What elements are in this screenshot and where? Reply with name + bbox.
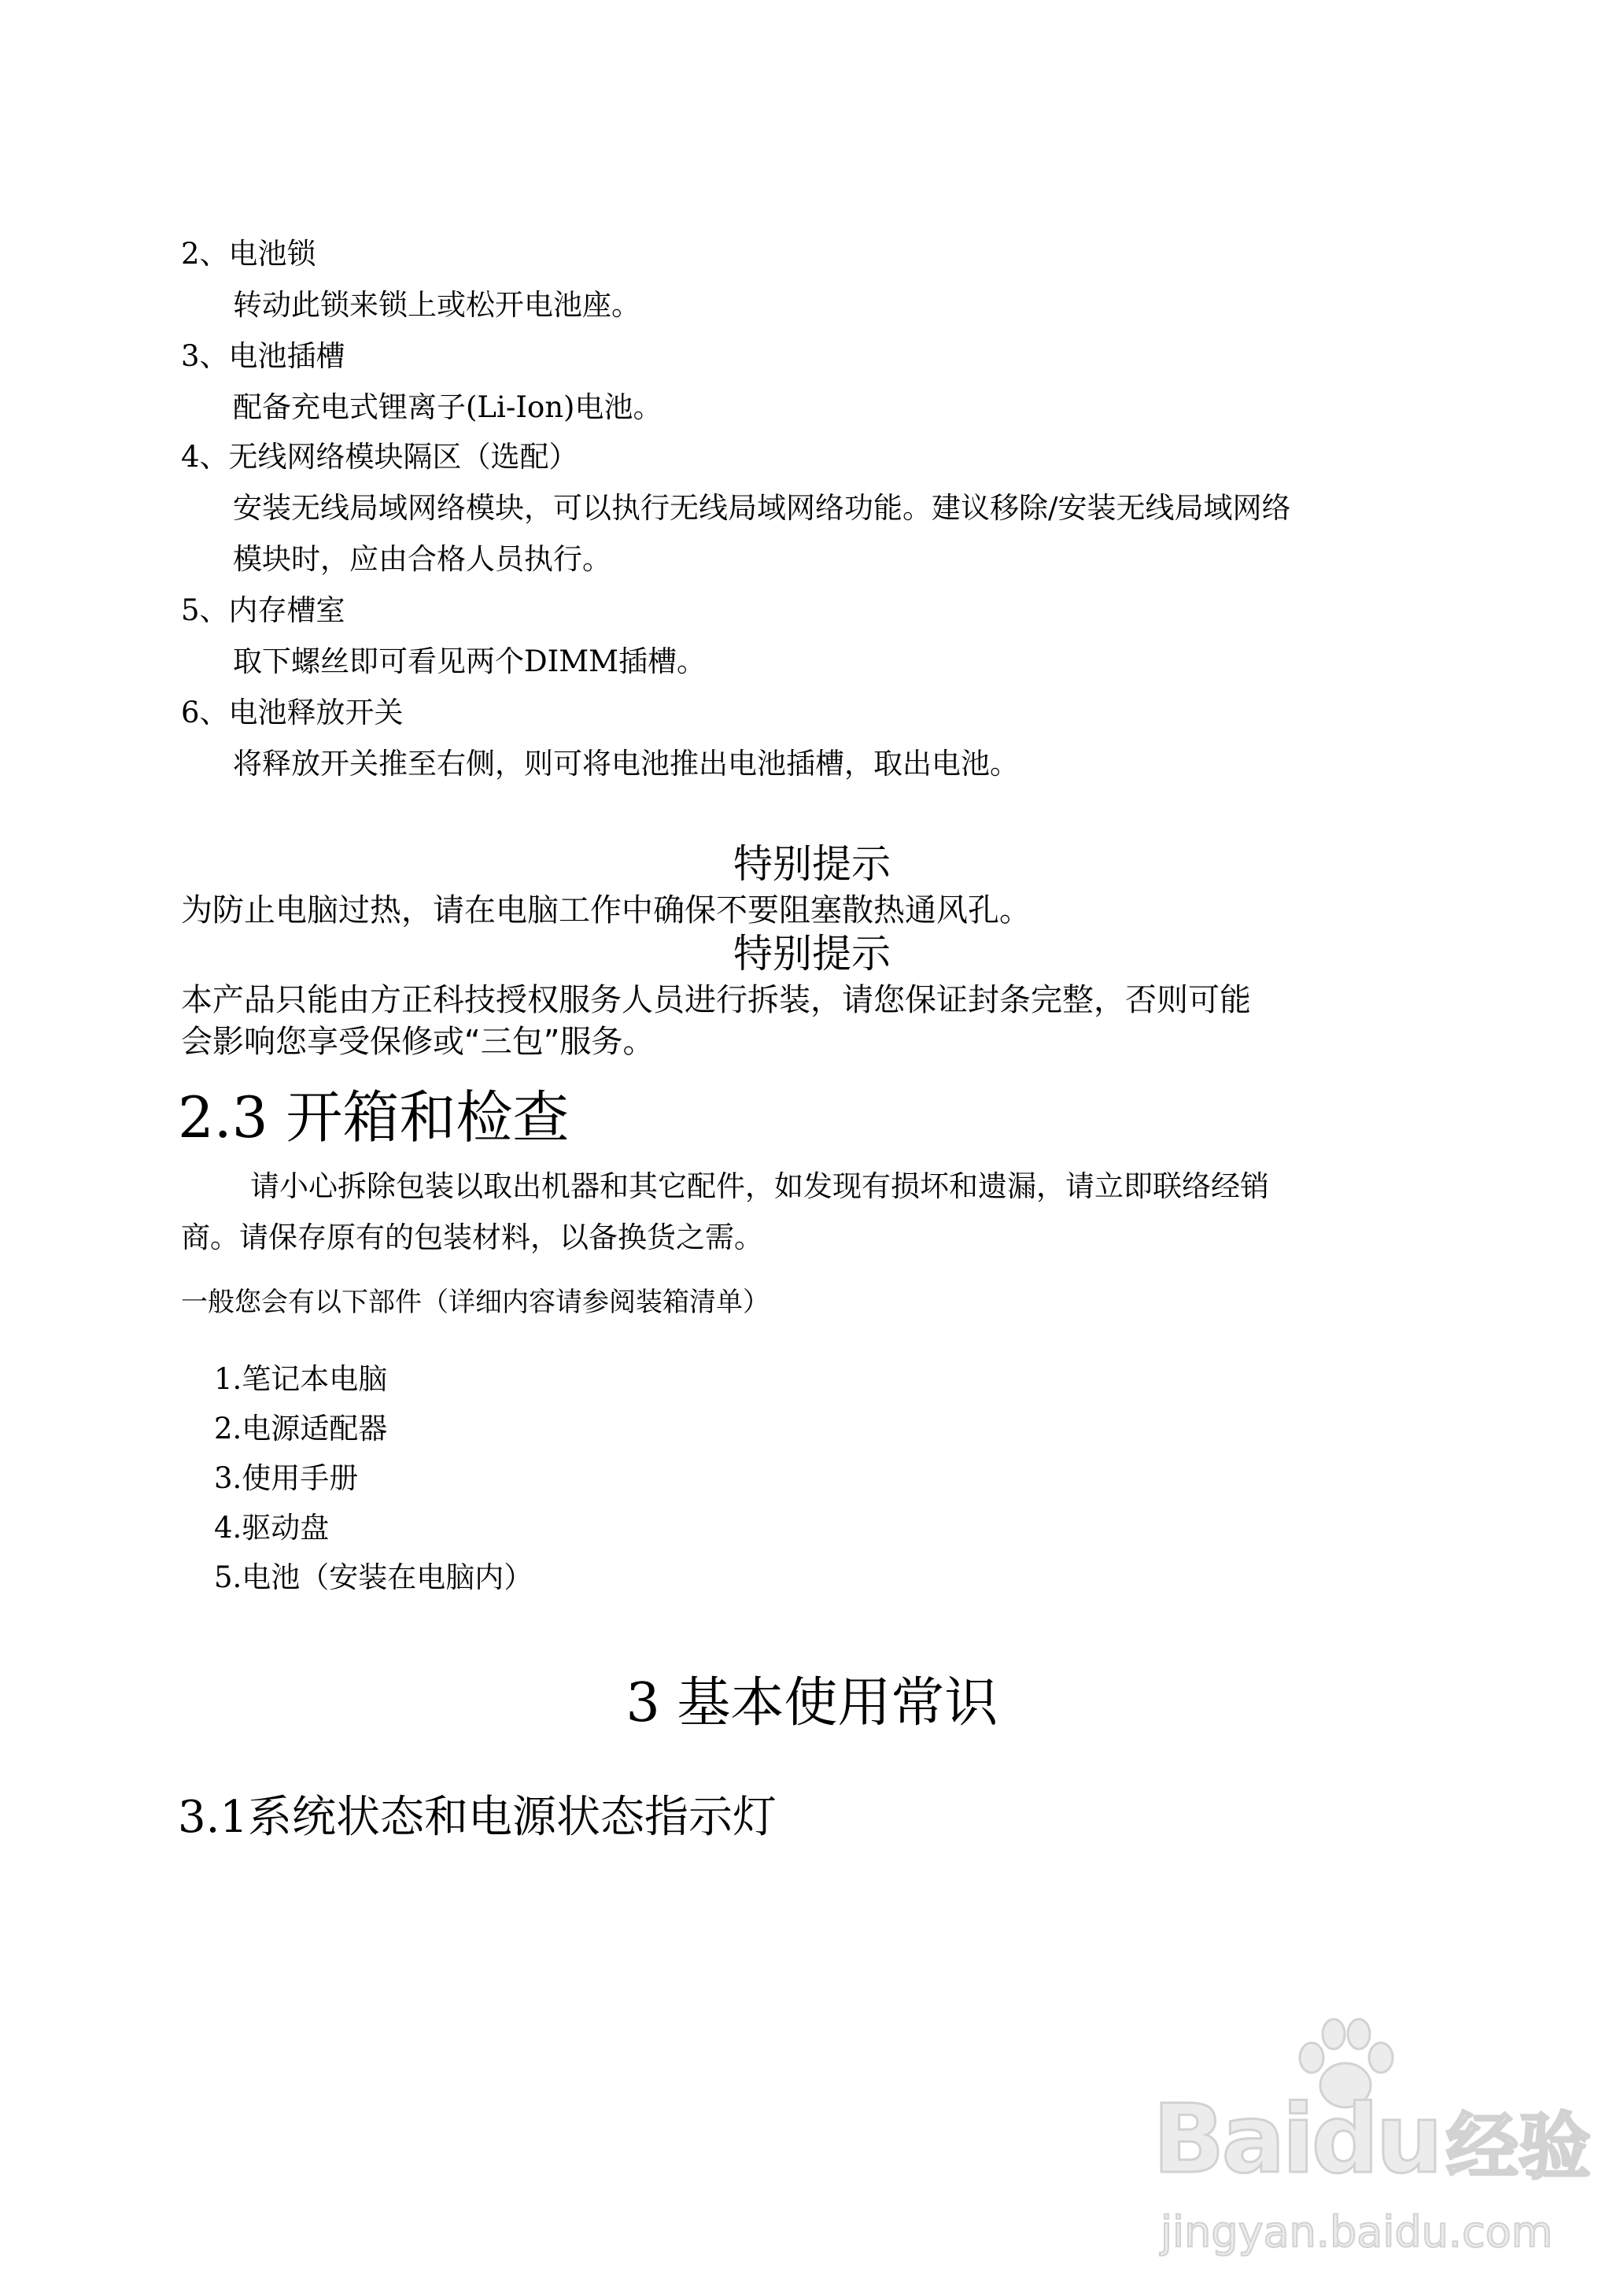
item-4-heading: 4、无线网络模块隔区（选配） [181, 440, 578, 474]
parts-list-item-1: 1.笔记本电脑 [214, 1362, 388, 1396]
section-2-3-title: 2.3 开箱和检查 [178, 1084, 570, 1150]
item-5-heading: 5、内存槽室 [181, 593, 345, 627]
parts-list-item-4: 4.驱动盘 [214, 1511, 330, 1545]
item-2-heading: 2、电池锁 [181, 237, 316, 271]
chapter-3-title: 3 基本使用常识 [626, 1672, 998, 1734]
watermark-url: jingyan.baidu.com [1161, 2207, 1553, 2257]
section-2-3-paragraph-line-2: 商。请保存原有的包装材料，以备换货之需。 [181, 1220, 763, 1254]
item-6-desc: 将释放开关推至右侧，则可将电池推出电池插槽，取出电池。 [233, 747, 1019, 781]
section-3-1-title: 3.1系统状态和电源状态指示灯 [178, 1792, 777, 1843]
parts-list-item-3: 3.使用手册 [214, 1461, 359, 1495]
section-2-3-paragraph-line-1: 请小心拆除包装以取出机器和其它配件，如发现有损坏和遗漏，请立即联络经销 [250, 1169, 1269, 1203]
baidu-jingyan-watermark [1153, 2011, 1593, 2262]
notice-1-title: 特别提示 [733, 841, 891, 887]
item-4-desc-line-1: 安装无线局域网络模块，可以执行无线局域网络功能。建议移除/安装无线局域网络 [233, 491, 1291, 525]
parts-list-intro: 一般您会有以下部件（详细内容请参阅装箱清单） [181, 1287, 770, 1318]
item-6-heading: 6、电池释放开关 [181, 696, 404, 729]
notice-2-title: 特别提示 [733, 931, 891, 977]
item-3-heading: 3、电池插槽 [181, 339, 345, 373]
item-2-desc: 转动此锁来锁上或松开电池座。 [233, 288, 640, 322]
parts-list-item-2: 2.电源适配器 [214, 1412, 388, 1446]
item-5-desc: 取下螺丝即可看见两个DIMM插槽。 [233, 644, 707, 678]
item-4-desc-line-2: 模块时，应由合格人员执行。 [233, 542, 611, 576]
parts-list-item-5: 5.电池（安装在电脑内） [214, 1560, 533, 1594]
item-3-desc: 配备充电式锂离子(Li-Ion)电池。 [233, 390, 663, 424]
notice-2-text-line-2: 会影响您享受保修或“三包”服务。 [181, 1024, 655, 1060]
notice-1-text: 为防止电脑过热，请在电脑工作中确保不要阻塞散热通风孔。 [181, 892, 1031, 929]
baidu-brand-text: Baidu经验 [1153, 2085, 1591, 2195]
notice-2-text-line-1: 本产品只能由方正科技授权服务人员进行拆装，请您保证封条完整，否则可能 [181, 982, 1251, 1018]
